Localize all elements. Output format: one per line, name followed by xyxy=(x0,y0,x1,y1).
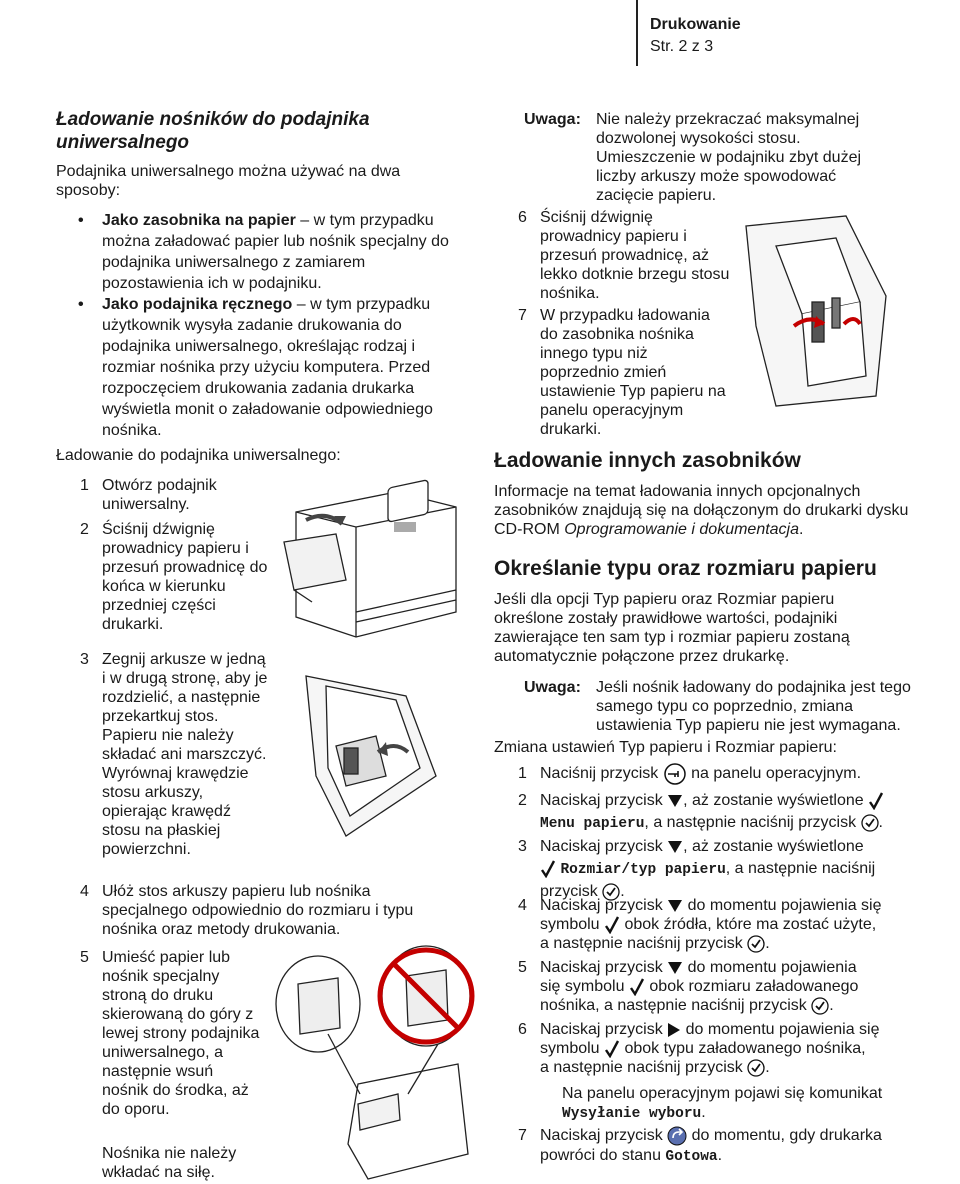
step-text: Naciskaj przycisk xyxy=(540,897,663,914)
feeder-guide-illustration xyxy=(286,656,456,846)
step-text: obok typu załadowanego nośnika, xyxy=(624,1040,866,1057)
step-text: W przypadku ładowania do zasobnika nośnika innego typu niż poprzednio zmień ustawienie Typ papieru na panelu operacyjnym drukarki. xyxy=(540,307,726,438)
down-arrow-icon xyxy=(667,840,683,854)
down-arrow-icon xyxy=(667,899,683,913)
note-text: Jeśli nośnik ładowany do podajnika jest tego samego typu co poprzednio, zmiana ustawienia Typ papieru nie jest wymagana. xyxy=(596,679,911,734)
bullet-text: – w tym przypadku można załadować papier lub nośnik specjalny do podajnika uniwersalnego z zamiarem pozostawienia ich w podajniku. xyxy=(102,212,449,292)
step-text: Ściśnij dźwignię prowadnicy papieru i przesuń prowadnicę do końca w kierunku przedniej części drukarki. xyxy=(102,521,268,633)
step-text: do momentu pojawienia się xyxy=(685,1021,880,1038)
step-6: 6 Ściśnij dźwignię prowadnicy papieru i przesuń prowadnicę, aż lekko dotknie brzegu stosu nośnika. xyxy=(518,209,730,302)
step-text: Umieść papier lub nośnik specjalny stroną do druku skierowaną do góry z lewej strony podajnika uniwersalnego, a następnie wsuń nośnik do środka, aż do oporu. xyxy=(102,949,260,1118)
step-text: się symbolu xyxy=(540,978,625,995)
step-text: Naciskaj przycisk xyxy=(540,792,663,809)
step-text: , aż zostanie wyświetlone xyxy=(683,838,864,855)
bullet-manual-feeder xyxy=(78,294,464,441)
step-1: 1 Otwórz podajnik uniwersalny. xyxy=(80,477,217,513)
panel-step-6: 6 Naciskaj przycisk do momentu pojawienia się symbolu obok typu załadowanego nośnika, a następnie naciśnij przycisk . xyxy=(518,1021,880,1076)
paper-type-paragraph: Jeśli dla opcji Typ papieru oraz Rozmiar papieru określone zostały prawidłowe wartości, podajniki zawierające ten sam typ i rozmiar papieru zostaną automatycznie połączone przez drukarkę. xyxy=(494,591,850,665)
step-text: do momentu pojawienia xyxy=(687,959,857,976)
step-text: przycisk xyxy=(540,883,598,900)
step-text: , a następnie naciśnij xyxy=(725,860,876,877)
step-text: obok źródła, które ma zostać użyte, xyxy=(624,916,877,933)
step-3: 3 Zegnij arkusze w jedną i w drugą stronę, aby je rozdzielić, a następnie przekartkuj stos. Papieru nie należy składać ani marszczyć. Wyrównaj krawędzie stosu arkuszy, opierając krawędź stosu na płaskiej powierzchni. xyxy=(80,651,268,858)
bullet-icon: • xyxy=(78,212,84,229)
step-text: do momentu, gdy drukarka xyxy=(691,1127,882,1145)
panel-step-1: 1 Naciśnij przycisk na panelu operacyjnym. xyxy=(540,762,920,786)
panel-step-4: 4 Naciskaj przycisk do momentu pojawienia się symbolu obok źródła, które ma zostać użyte, a następnie naciśnij przycisk . xyxy=(518,897,882,952)
printer-open-feeder-illustration xyxy=(276,472,476,642)
step-5: 5 Umieść papier lub nośnik specjalny stroną do druku skierowaną do góry z lewej strony podajnika uniwersalnego, a następnie wsuń nośnik do środka, aż do oporu. xyxy=(80,949,260,1118)
step-text: , a następnie naciśnij przycisk xyxy=(644,814,857,831)
select-button-icon xyxy=(747,935,765,953)
section-heading-other-trays: Ładowanie innych zasobników xyxy=(494,449,801,472)
steps-intro: Ładowanie do podajnika uniwersalnego: xyxy=(56,447,341,464)
bullet-bold-label: Jako zasobnika na papier xyxy=(102,212,296,229)
bullet-icon: • xyxy=(78,296,84,313)
menu-name: Rozmiar/typ papieru xyxy=(560,862,726,878)
panel-step-6-note: Na panelu operacyjnym pojawi się komunikat Wysyłanie wyboru. xyxy=(562,1085,883,1122)
header-page-number: Str. 2 z 3 xyxy=(650,38,714,55)
down-arrow-icon xyxy=(667,794,683,808)
bullet-bold-label: Jako podajnika ręcznego xyxy=(102,296,293,313)
step-text: symbolu xyxy=(540,916,600,933)
down-arrow-icon xyxy=(667,961,683,975)
paper-loading-illustration xyxy=(268,944,478,1184)
change-settings-intro: Zmiana ustawień Typ papieru i Rozmiar papieru: xyxy=(494,739,837,756)
checkmark-icon xyxy=(604,1040,620,1058)
panel-step-2: 2 Naciskaj przycisk , aż zostanie wyświetlone Menu papieru, a następnie naciśnij przycisk . xyxy=(518,792,883,832)
panel-step-3: 3 Naciskaj przycisk , aż zostanie wyświetlone Rozmiar/typ papieru, a następnie naciśnij przycisk . xyxy=(518,838,876,900)
section-heading-multipurpose-feeder: Ładowanie nośników do podajnika uniwersalnego xyxy=(56,109,370,153)
bullet-text: – w tym przypadku użytkownik wysyła zadanie drukowania do podajnika uniwersalnego, określając rodzaj i rozmiar nośnika przy użyciu komputera. Przed rozpoczęciem drukowania zadania drukarka wyświetla monit o załadowanie odpowiedniego nośnika. xyxy=(102,296,433,439)
step-text: Otwórz podajnik uniwersalny. xyxy=(102,477,217,513)
step-text: powróci do stanu xyxy=(540,1147,661,1165)
note-label: Uwaga: xyxy=(524,111,581,128)
step-text: Naciskaj przycisk xyxy=(540,838,663,855)
bullet-paper-tray xyxy=(78,210,464,294)
step-2: 2 Ściśnij dźwignię prowadnicy papieru i przesuń prowadnicę do końca w kierunku przedniej części drukarki. xyxy=(80,521,268,633)
step-text: , aż zostanie wyświetlone xyxy=(683,792,864,809)
right-arrow-icon xyxy=(667,1022,681,1038)
checkmark-icon xyxy=(629,978,645,996)
checkmark-icon xyxy=(604,916,620,934)
step-5-warning: Nośnika nie należy wkładać na siłę. xyxy=(102,1145,237,1181)
step-text: do momentu pojawienia się xyxy=(687,897,882,914)
step-text: Naciskaj przycisk xyxy=(540,1021,663,1038)
other-trays-italic: Oprogramowanie i dokumentacja xyxy=(564,521,800,538)
other-trays-paragraph: Informacje na temat ładowania innych opcjonalnych zasobników znajdują się na dołączonym do drukarki dysku CD-ROM Oprogramowanie i dokumentacja. xyxy=(494,483,909,538)
step-text: nośnika, a następnie naciśnij przycisk xyxy=(540,997,807,1014)
guide-squeeze-illustration xyxy=(736,206,896,416)
note-label: Uwaga: xyxy=(524,679,581,696)
panel-message: Gotowa xyxy=(665,1149,718,1166)
note-text: Nie należy przekraczać maksymalnej dozwolonej wysokości stosu. Umieszczenie w podajniku zbyt dużej liczby arkuszy może spowodować zacięcie papieru. xyxy=(596,111,862,204)
step-7: 7 W przypadku ładowania do zasobnika nośnika innego typu niż poprzednio zmień ustawienie Typ papieru na panelu operacyjnym drukarki. xyxy=(518,307,726,438)
step-text: Zegnij arkusze w jedną i w drugą stronę, aby je rozdzielić, a następnie przekartkuj stos. Papieru nie należy składać ani marszczyć. Wyrównaj krawędzie stosu arkuszy, opierając krawędź stosu na płaskiej powierzchni. xyxy=(102,651,268,858)
step-text: Naciśnij przycisk xyxy=(540,765,659,782)
step-text: a następnie naciśnij przycisk xyxy=(540,1059,743,1076)
step-4: 4 Ułóż stos arkuszy papieru lub nośnika specjalnego odpowiednio do rozmiaru i typu nośnika oraz metody drukowania. xyxy=(80,883,414,938)
menu-key-icon xyxy=(663,763,687,785)
return-button-icon xyxy=(667,1126,687,1146)
step-text: Naciskaj przycisk xyxy=(540,959,663,976)
menu-name: Menu papieru xyxy=(540,816,645,832)
step-text: obok rozmiaru załadowanego xyxy=(649,978,859,995)
step-text: Naciskaj przycisk xyxy=(540,1127,663,1145)
step-text: Ściśnij dźwignię prowadnicy papieru i przesuń prowadnicę, aż lekko dotknie brzegu stosu nośnika. xyxy=(540,209,730,302)
select-button-icon xyxy=(747,1059,765,1077)
step-text: Ułóż stos arkuszy papieru lub nośnika specjalnego odpowiednio do rozmiaru i typu nośnika oraz metody drukowania. xyxy=(102,883,414,938)
select-button-icon xyxy=(861,814,879,832)
step-text: a następnie naciśnij przycisk xyxy=(540,935,743,952)
panel-message: Wysyłanie wyboru xyxy=(562,1106,702,1122)
panel-step-5: 5 Naciskaj przycisk do momentu pojawienia się symbolu obok rozmiaru załadowanego nośnika, a następnie naciśnij przycisk . xyxy=(518,959,859,1014)
intro-paragraph: Podajnika uniwersalnego można używać na dwa sposoby: xyxy=(56,163,401,199)
page-header xyxy=(636,0,960,66)
step-text: na panelu operacyjnym. xyxy=(691,765,862,782)
panel-step-7: 7 Naciskaj przycisk do momentu, gdy drukarka powróci do stanu Gotowa. xyxy=(518,1127,882,1166)
select-button-icon xyxy=(811,997,829,1015)
section-heading-paper-type: Określanie typu oraz rozmiaru papieru xyxy=(494,557,877,580)
step-text: Na panelu operacyjnym pojawi się komunikat xyxy=(562,1085,883,1102)
header-title: Drukowanie xyxy=(650,16,741,33)
checkmark-icon xyxy=(540,860,556,878)
checkmark-icon xyxy=(868,792,884,810)
step-text: symbolu xyxy=(540,1040,600,1057)
other-trays-text: Informacje na temat ładowania innych opcjonalnych zasobników znajdują się na dołączonym do drukarki dysku CD-ROM xyxy=(494,483,909,538)
